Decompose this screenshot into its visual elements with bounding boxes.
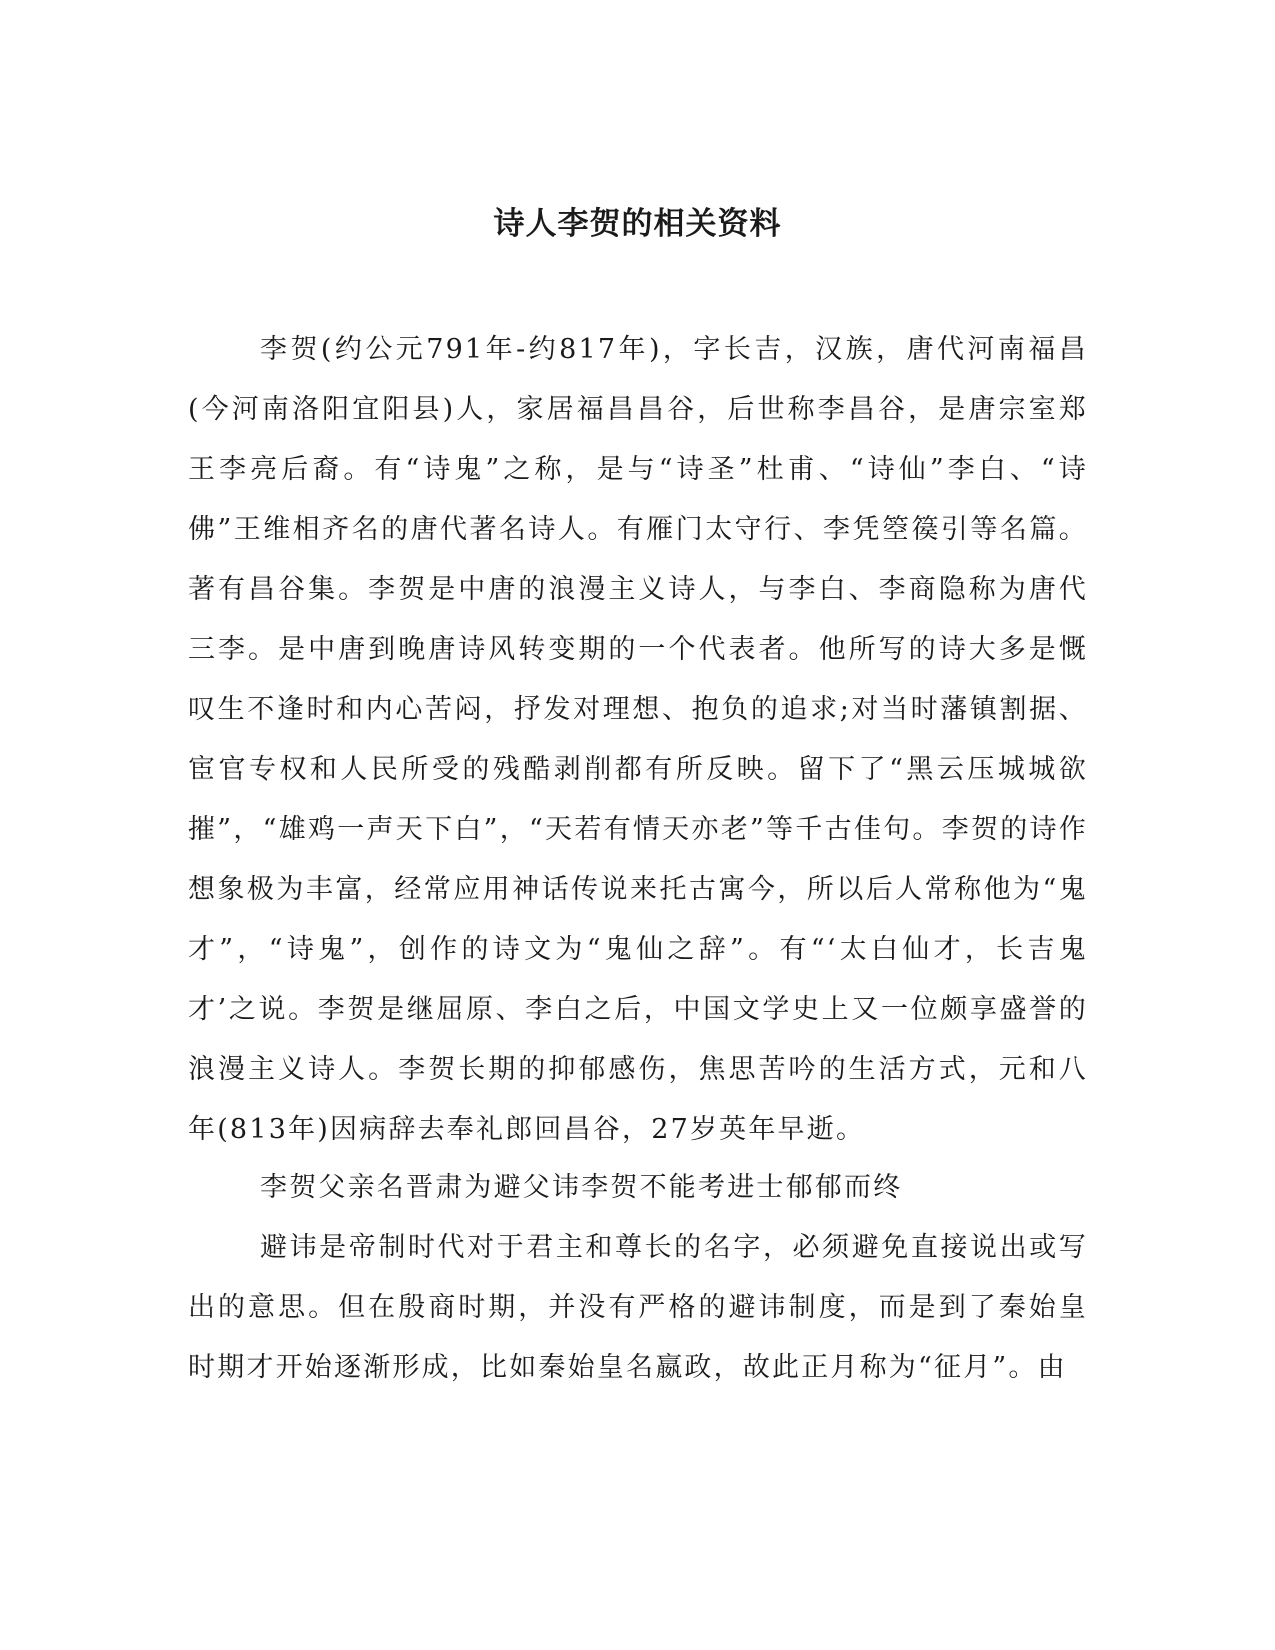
paragraph-subheading: 李贺父亲名晋肃为避父讳李贺不能考进士郁郁而终 xyxy=(260,1172,903,1203)
paragraph-taboo: 避讳是帝制时代对于君主和尊长的名字，必须避免直接说出或写出的意思。但在殷商时期，并没有严格的避讳制度，而是到了秦始皇时期才开始逐渐形成，比如秦始皇名嬴政，故此正月称为“征月”。由 xyxy=(188,1232,1088,1383)
document-title: 诗人李贺的相关资料 xyxy=(493,206,782,242)
paragraph-biography: 李贺(约公元791年-约817年)，字长吉，汉族，唐代河南福昌(今河南洛阳宜阳县)人，家居福昌昌谷，后世称李昌谷，是唐宗室郑王李亮后裔。有“诗鬼”之称，是与“诗圣”杜甫、“诗仙”李白、“诗佛”王维相齐名的唐代著名诗人。有雁门太守行、李凭箜篌引等名篇。著有昌谷集。李贺是中唐的浪漫主义诗人，与李白、李商隐称为唐代三李。是中唐到晚唐诗风转变期的一个代表者。他所写的诗大多是慨叹生不逢时和内心苦闷，抒发对理想、抱负的追求;对当时藩镇割据、宦官专权和人民所受的残酷剥削都有所反映。留下了“黑云压城城欲摧”，“雄鸡一声天下白”，“天若有情天亦老”等千古佳句。李贺的诗作想象极为丰富，经常应用神话传说来托古寓今，所以后人常称他为“鬼才”，“诗鬼”，创作的诗文为“鬼仙之辞”。有“‘太白仙才，长吉鬼才’之说。李贺是继屈原、李白之后，中国文学史上又一位颇享盛誉的浪漫主义诗人。李贺长期的抑郁感伤，焦思苦吟的生活方式，元和八年(813年)因病辞去奉礼郎回昌谷，27岁英年早逝。 xyxy=(188,334,1088,1145)
document-body xyxy=(188,320,1088,1398)
